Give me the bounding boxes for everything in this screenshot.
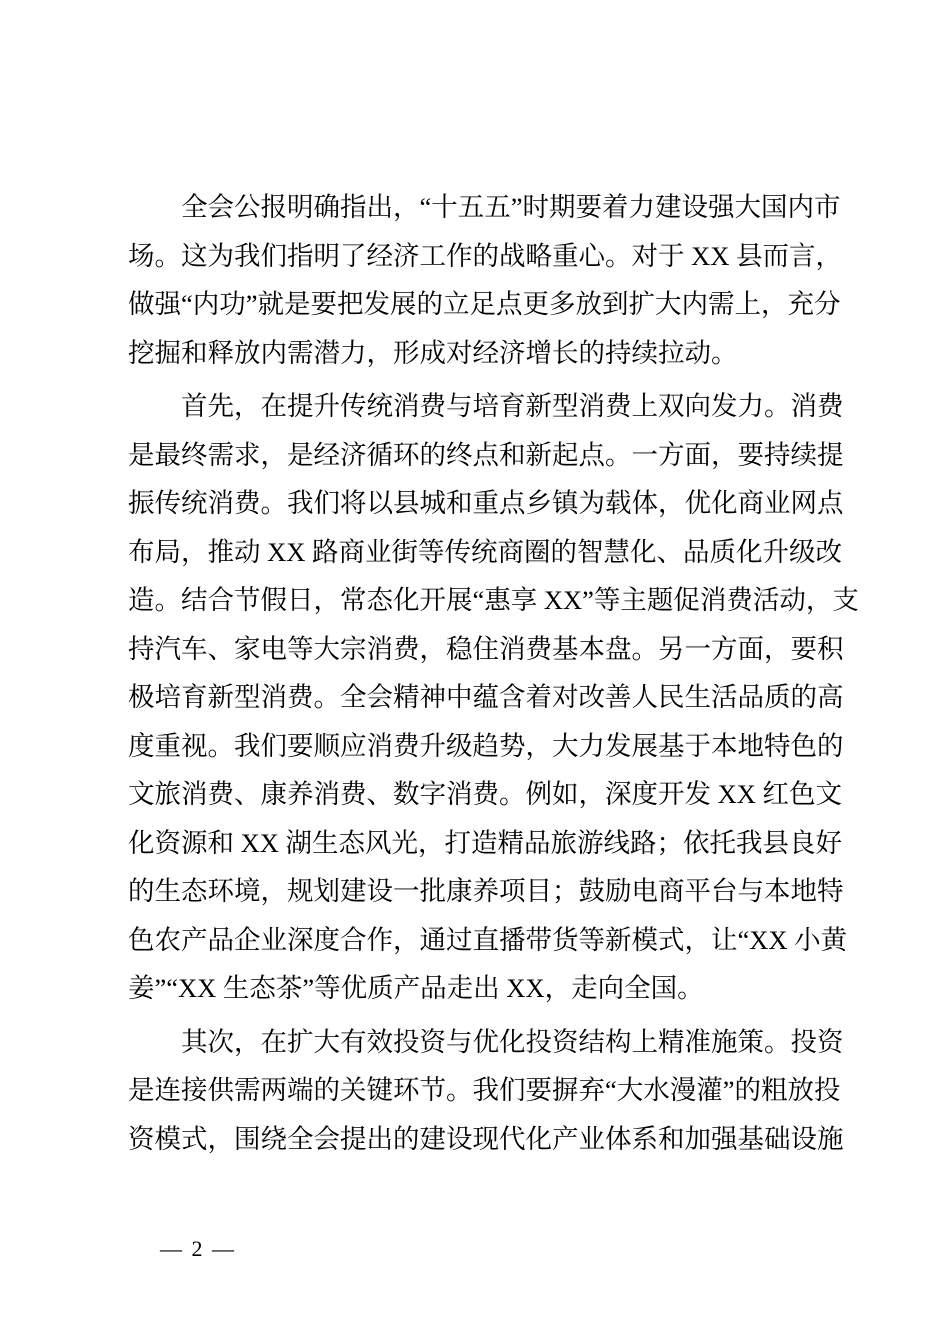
text-line: 布局，推动 XX 路商业街等传统商圈的智慧化、品质化升级改: [128, 536, 843, 567]
text-line: 色农产品企业深度合作，通过直播带货等新模式，让“XX 小黄: [128, 924, 848, 955]
paragraph: [128, 1018, 844, 1164]
paragraph: [128, 183, 843, 377]
text-line: 持汽车、家电等大宗消费，稳住消费基本盘。另一方面，要积: [128, 633, 844, 664]
text-line: 度重视。我们要顺应消费升级趋势，大力发展基于本地特色的: [128, 730, 844, 761]
text-line: 造。结合节假日，常态化开展“惠享 XX”等主题促消费活动，支: [128, 585, 859, 615]
text-line: 做强“内功”就是要把发展的立足点更多放到扩大内需上，充分: [128, 289, 841, 319]
text-line: 文旅消费、康养消费、数字消费。例如，深度开发 XX 红色文: [128, 779, 843, 809]
text-line: 振传统消费。我们将以县城和重点乡镇为载体，优化商业网点: [128, 488, 844, 518]
text-line: 的生态环境，规划建设一批康养项目；鼓励电商平台与本地特: [128, 876, 844, 906]
page-number: — 2 —: [160, 1236, 236, 1261]
paragraph: [128, 382, 859, 1013]
text-line: 是最终需求，是经济循环的终点和新起点。一方面，要持续提: [128, 439, 844, 470]
text-line: 全会公报明确指出，“十五五”时期要着力建设强大国内市: [181, 192, 841, 222]
text-line: 首先，在提升传统消费与培育新型消费上双向发力。消费: [181, 391, 844, 421]
text-line: 其次，在扩大有效投资与优化投资结构上精准施策。投资: [181, 1026, 844, 1057]
text-line: 挖掘和释放内需潜力，形成对经济增长的持续拉动。: [128, 337, 738, 368]
text-line: 姜”“XX 生态茶”等优质产品走出 XX，走向全国。: [128, 973, 704, 1003]
text-line: 场。这为我们指明了经济工作的战略重心。对于 XX 县而言，: [128, 240, 843, 271]
text-line: 资模式，围绕全会提出的建设现代化产业体系和加强基础设施: [128, 1123, 844, 1154]
text-line: 是连接供需两端的关键环节。我们要摒弃“大水漫灌”的粗放投: [128, 1075, 841, 1105]
text-line: 极培育新型消费。全会精神中蕴含着对改善人民生活品质的高: [128, 682, 844, 712]
document-body: [128, 183, 859, 1168]
text-line: 化资源和 XX 湖生态风光，打造精品旅游线路；依托我县良好: [128, 827, 843, 858]
